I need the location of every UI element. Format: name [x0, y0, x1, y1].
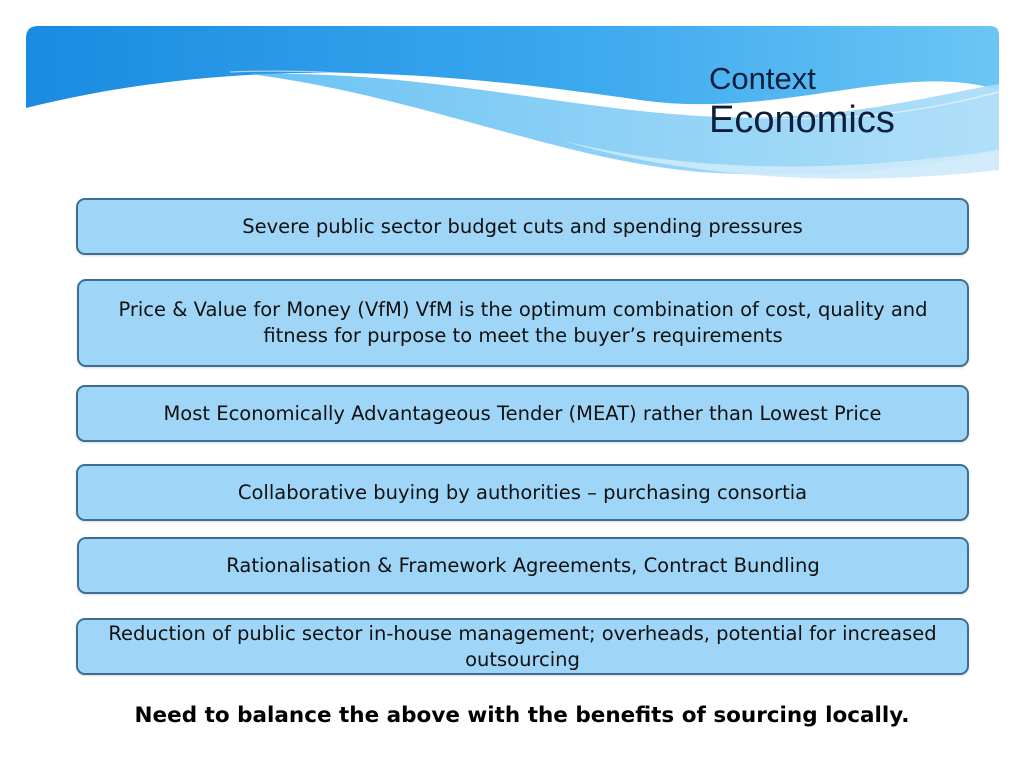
item-box-collaborative-buying — [76, 464, 969, 521]
item-text: Severe public sector budget cuts and spending pressures — [242, 214, 803, 238]
item-box-meat — [76, 385, 969, 442]
item-box-budget-cuts — [76, 198, 969, 255]
item-text: Reduction of public sector in-house management; overheads, potential for increased outsourcing — [108, 621, 937, 671]
item-text: Rationalisation & Framework Agreements, Contract Bundling — [226, 553, 820, 577]
item-box-reduction — [76, 618, 969, 675]
item-box-value-for-money — [77, 279, 969, 367]
footer-note: Need to balance the above with the benefits of sourcing locally. — [134, 703, 910, 728]
item-text: Price & Value for Money (VfM) VfM is the optimum combination of cost, quality and fitness for purpose to meet the buyer’s requirements — [118, 298, 928, 347]
item-text: Collaborative buying by authorities – purchasing consortia — [237, 480, 808, 504]
item-text: Most Economically Advantageous Tender (MEAT) rather than Lowest Price — [163, 401, 882, 425]
item-box-rationalisation — [77, 537, 969, 594]
title-economics: Economics — [709, 99, 895, 141]
slide-title — [709, 60, 895, 142]
title-context: Context — [709, 61, 816, 96]
